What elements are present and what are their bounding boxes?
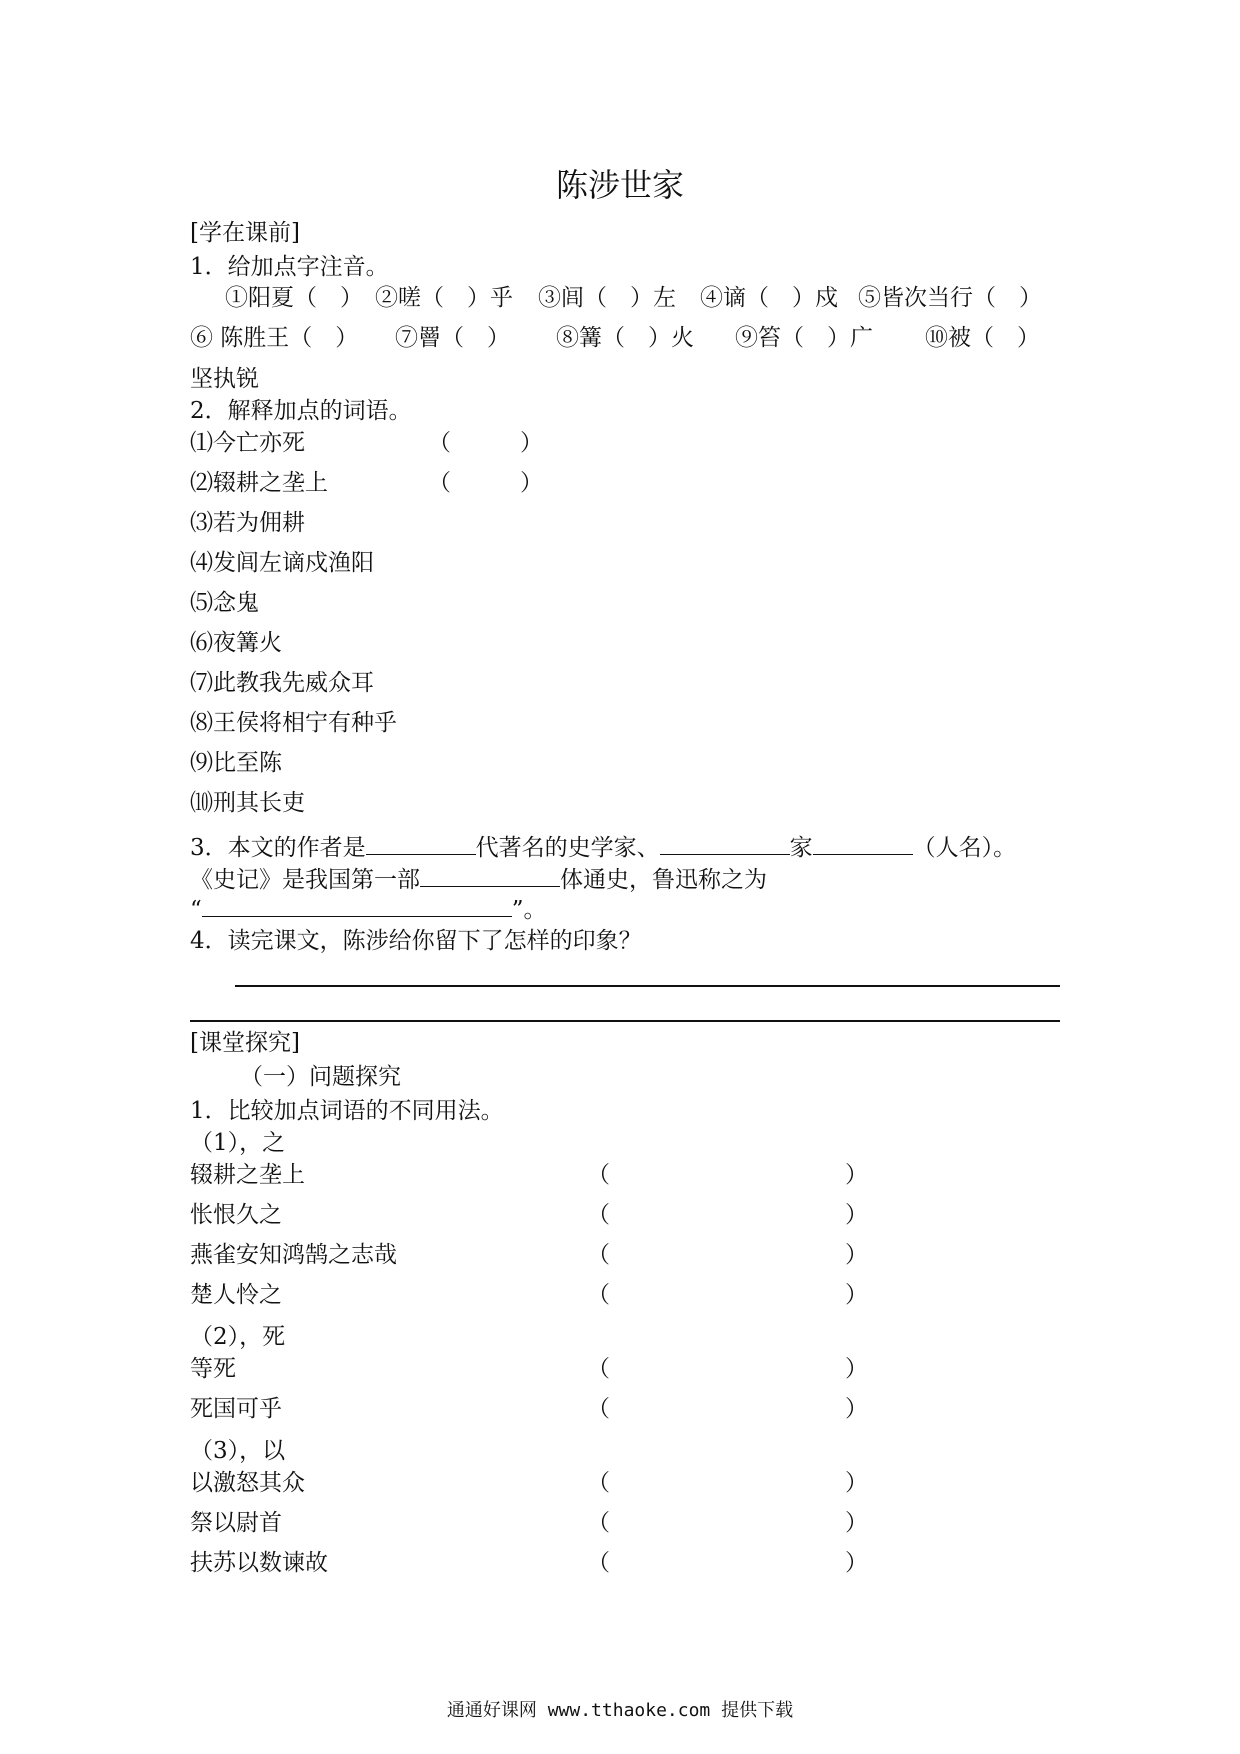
pinyin-item: ⑤皆次当行（ ） <box>858 285 1042 311</box>
group-head: （1），之 <box>190 1130 286 1156</box>
compare-row <box>190 1548 1060 1580</box>
compare-item: 辍耕之垄上 <box>190 1162 305 1188</box>
blank-genre[interactable] <box>420 862 560 887</box>
pinyin-item: ⑥ 陈胜王（ ） <box>190 325 359 351</box>
blank-quote[interactable] <box>202 892 512 917</box>
vocab-item: ⑹夜篝火 <box>190 630 282 656</box>
compare-item: 等死 <box>190 1356 236 1382</box>
q3-line3: “ ”。 <box>190 892 547 925</box>
answer-line[interactable] <box>235 985 1060 987</box>
group-head: （2），死 <box>190 1324 286 1350</box>
open-paren[interactable]: （ <box>587 1242 610 1268</box>
q1-row2 <box>190 323 1060 355</box>
pinyin-item: ③闾（ ）左 <box>538 285 676 311</box>
vocab-item: ⑽刑其长吏 <box>190 790 305 816</box>
compare-row <box>190 1394 1060 1426</box>
pinyin-item: ②嗟（ ）乎 <box>375 285 513 311</box>
answer-paren[interactable]: （ ） <box>428 470 543 496</box>
vocab-item: ⑺此教我先威众耳 <box>190 670 374 696</box>
open-paren[interactable]: （ <box>587 1470 610 1496</box>
open-paren[interactable]: （ <box>587 1510 610 1536</box>
close-paren: ） <box>845 1242 868 1268</box>
compare-item: 燕雀安知鸿鹄之志哉 <box>190 1242 397 1268</box>
compare-item: 楚人怜之 <box>190 1282 282 1308</box>
compare-item: 扶苏以数谏故 <box>190 1550 328 1576</box>
pinyin-item: ④谪（ ）戍 <box>700 285 838 311</box>
open-paren[interactable]: （ <box>587 1356 610 1382</box>
section-header-pre: [学在课前] <box>190 220 300 246</box>
close-paren: ） <box>845 1202 868 1228</box>
close-paren: ） <box>845 1356 868 1382</box>
close-paren: ） <box>845 1510 868 1536</box>
pinyin-item: ⑨笞（ ）广 <box>735 325 873 351</box>
compare-item: 死国可乎 <box>190 1396 282 1422</box>
open-paren[interactable]: （ <box>587 1396 610 1422</box>
blank-field[interactable] <box>660 830 790 855</box>
compare-item: 祭以尉首 <box>190 1510 282 1536</box>
pinyin-item: ①阳夏（ ） <box>225 285 363 311</box>
vocab-item: ⑸念鬼 <box>190 590 259 616</box>
compare-row <box>190 1468 1060 1500</box>
q4-label: 4．读完课文，陈涉给你留下了怎样的印象？ <box>190 928 642 954</box>
compare-row <box>190 1240 1060 1272</box>
vocab-item: ⑻王侯将相宁有种乎 <box>190 710 397 736</box>
section-header-class: [课堂探究] <box>190 1030 300 1056</box>
close-paren: ） <box>845 1550 868 1576</box>
group-head: （3），以 <box>190 1438 286 1464</box>
open-paren[interactable]: （ <box>587 1202 610 1228</box>
vocab-item: ⑵辍耕之垄上 <box>190 470 328 496</box>
q3-line2: 《史记》是我国第一部 体通史，鲁迅称之为 <box>190 862 767 895</box>
q2-label: 2．解释加点的词语。 <box>190 398 412 424</box>
class-q1-label: 1．比较加点词语的不同用法。 <box>190 1098 504 1124</box>
subsection-header: （一）问题探究 <box>240 1064 401 1090</box>
open-paren[interactable]: （ <box>587 1282 610 1308</box>
blank-name[interactable] <box>813 830 913 855</box>
compare-item: 怅恨久之 <box>190 1202 282 1228</box>
compare-row <box>190 1280 1060 1312</box>
pinyin-item: ⑦罾（ ） <box>395 325 510 351</box>
open-paren[interactable]: （ <box>587 1162 610 1188</box>
q1-row1 <box>190 283 1060 315</box>
close-paren: ） <box>845 1396 868 1422</box>
close-paren: ） <box>845 1470 868 1496</box>
page-title: 陈涉世家 <box>555 166 684 204</box>
answer-paren[interactable]: （ ） <box>428 430 543 456</box>
footer-credit: 通通好课网 www.tthaoke.com 提供下载 <box>446 1700 794 1721</box>
answer-line[interactable] <box>190 1020 1060 1022</box>
close-paren: ） <box>845 1162 868 1188</box>
compare-row <box>190 1200 1060 1232</box>
close-paren: ） <box>845 1282 868 1308</box>
q1-row3: 坚执锐 <box>190 366 259 392</box>
compare-item: 以激怒其众 <box>190 1470 305 1496</box>
vocab-item: ⑶若为佣耕 <box>190 510 305 536</box>
vocab-item: ⑷发闾左谪戍渔阳 <box>190 550 374 576</box>
open-paren[interactable]: （ <box>587 1550 610 1576</box>
vocab-item: ⑴今亡亦死 <box>190 430 305 456</box>
q1-label: 1．给加点字注音。 <box>190 254 389 280</box>
q3-line1: 3．本文的作者是 代著名的史学家、 家 （人名）。 <box>190 830 1016 863</box>
pinyin-item: ⑧篝（ ）火 <box>556 325 694 351</box>
pinyin-item: ⑩被（ ） <box>925 325 1040 351</box>
blank-dynasty[interactable] <box>366 830 476 855</box>
vocab-item: ⑼比至陈 <box>190 750 282 776</box>
compare-row <box>190 1508 1060 1540</box>
compare-row <box>190 1160 1060 1192</box>
compare-row <box>190 1354 1060 1386</box>
